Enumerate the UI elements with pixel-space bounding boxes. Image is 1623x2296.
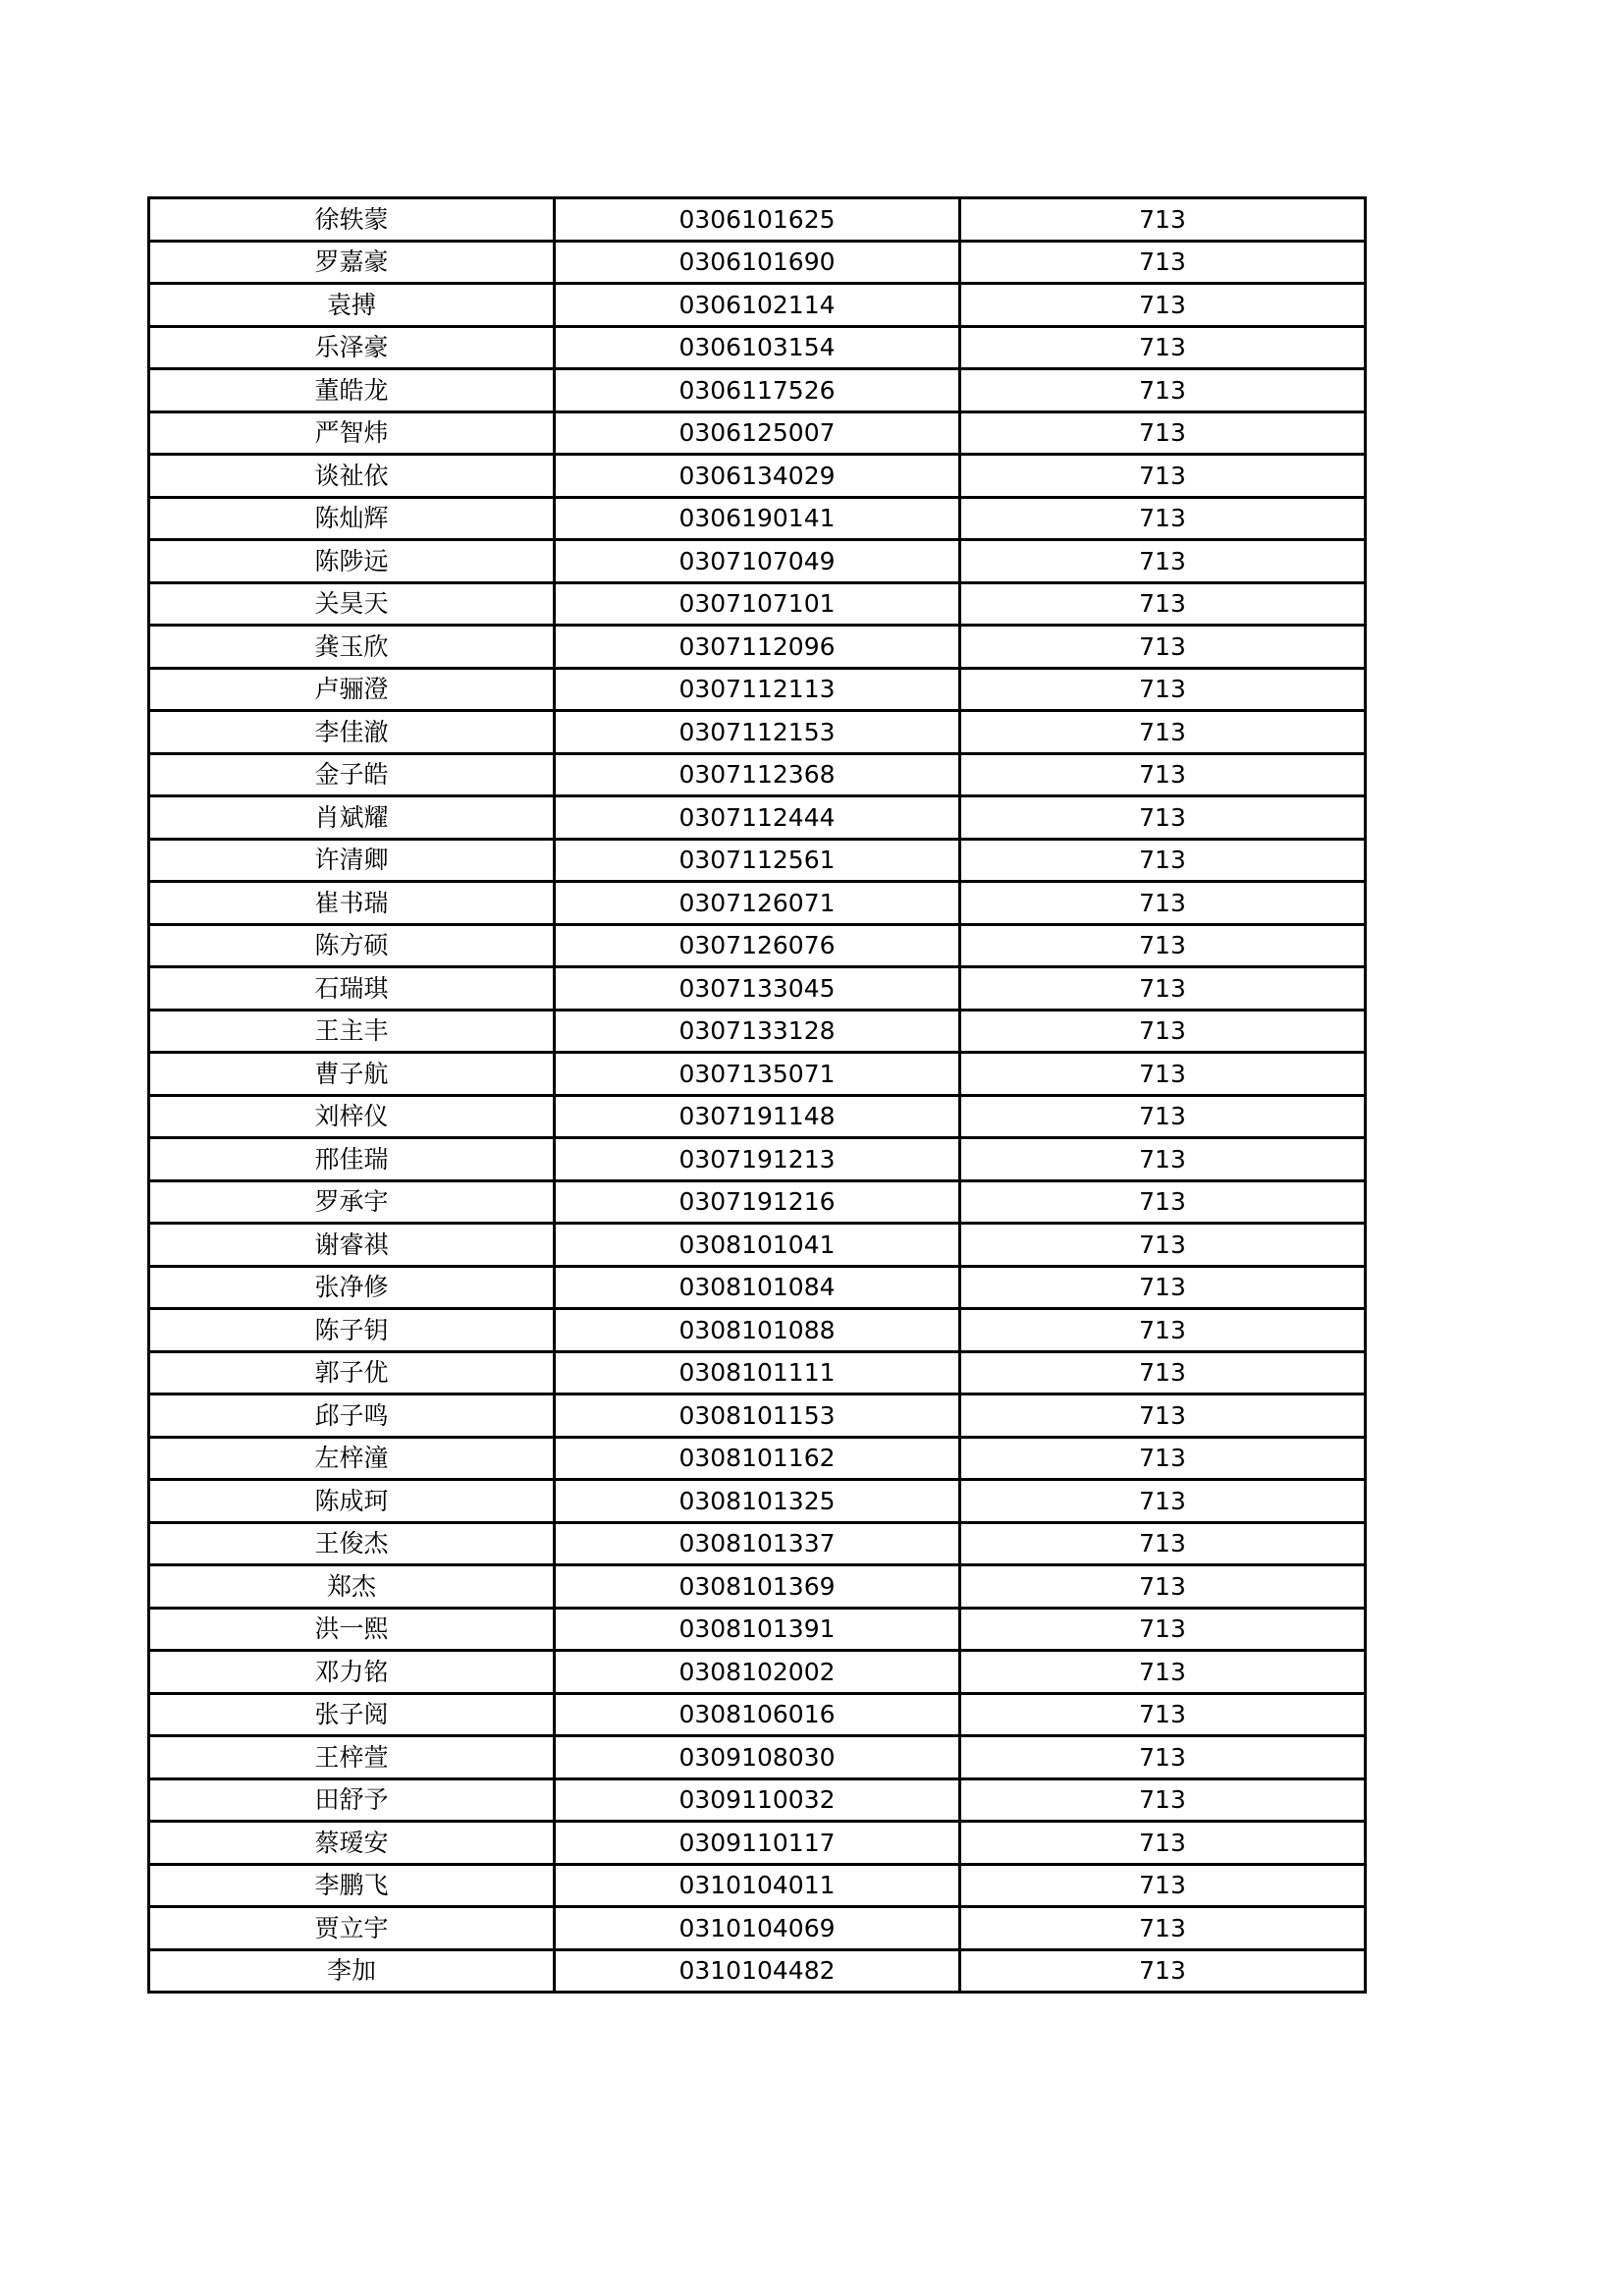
table-row xyxy=(149,241,1366,284)
table-row xyxy=(149,1907,1366,1950)
id-cell: 0308101088 xyxy=(555,1309,960,1352)
name-cell: 严智炜 xyxy=(149,411,555,455)
id-cell: 0306117526 xyxy=(555,369,960,412)
table-row xyxy=(149,1778,1366,1822)
score-cell: 713 xyxy=(960,1010,1366,1053)
table-row xyxy=(149,1095,1366,1138)
score-table xyxy=(147,196,1367,1994)
table-row xyxy=(149,668,1366,711)
name-cell: 谢睿祺 xyxy=(149,1224,555,1267)
name-cell: 贾立宇 xyxy=(149,1907,555,1950)
id-cell: 0308101041 xyxy=(555,1224,960,1267)
name-cell: 刘梓仪 xyxy=(149,1095,555,1138)
score-cell: 713 xyxy=(960,753,1366,796)
name-cell: 邢佳瑞 xyxy=(149,1138,555,1181)
score-cell: 713 xyxy=(960,241,1366,284)
id-cell: 0307126071 xyxy=(555,882,960,925)
table-row xyxy=(149,540,1366,583)
name-cell: 王俊杰 xyxy=(149,1522,555,1565)
score-cell: 713 xyxy=(960,1949,1366,1993)
score-cell: 713 xyxy=(960,411,1366,455)
id-cell: 0308101337 xyxy=(555,1522,960,1565)
name-cell: 罗嘉豪 xyxy=(149,241,555,284)
name-cell: 郭子优 xyxy=(149,1351,555,1394)
table-row xyxy=(149,455,1366,498)
score-cell: 713 xyxy=(960,668,1366,711)
id-cell: 0307112561 xyxy=(555,839,960,882)
name-cell: 陈灿辉 xyxy=(149,497,555,540)
name-cell: 洪一熙 xyxy=(149,1608,555,1651)
score-cell: 713 xyxy=(960,1351,1366,1394)
name-cell: 关昊天 xyxy=(149,582,555,626)
table-row xyxy=(149,411,1366,455)
score-cell: 713 xyxy=(960,1608,1366,1651)
id-cell: 0307135071 xyxy=(555,1053,960,1096)
name-cell: 罗承宇 xyxy=(149,1180,555,1224)
score-cell: 713 xyxy=(960,711,1366,754)
score-cell: 713 xyxy=(960,455,1366,498)
name-cell: 张子阅 xyxy=(149,1693,555,1736)
id-cell: 0306101690 xyxy=(555,241,960,284)
id-cell: 0308101391 xyxy=(555,1608,960,1651)
score-cell: 713 xyxy=(960,882,1366,925)
table-row xyxy=(149,1394,1366,1438)
table-row xyxy=(149,198,1366,242)
name-cell: 袁搏 xyxy=(149,284,555,327)
score-cell: 713 xyxy=(960,1736,1366,1779)
name-cell: 谈祉依 xyxy=(149,455,555,498)
name-cell: 李加 xyxy=(149,1949,555,1993)
name-cell: 张净修 xyxy=(149,1266,555,1309)
id-cell: 0307133045 xyxy=(555,967,960,1011)
table-row xyxy=(149,967,1366,1011)
name-cell: 田舒予 xyxy=(149,1778,555,1822)
score-cell: 713 xyxy=(960,497,1366,540)
score-cell: 713 xyxy=(960,326,1366,369)
id-cell: 0307112096 xyxy=(555,626,960,669)
name-cell: 董皓龙 xyxy=(149,369,555,412)
id-cell: 0308101325 xyxy=(555,1480,960,1523)
name-cell: 李鹏飞 xyxy=(149,1864,555,1907)
id-cell: 0306101625 xyxy=(555,198,960,242)
score-table-body xyxy=(149,198,1366,1993)
id-cell: 0307107101 xyxy=(555,582,960,626)
score-cell: 713 xyxy=(960,967,1366,1011)
table-row xyxy=(149,796,1366,840)
id-cell: 0306125007 xyxy=(555,411,960,455)
score-cell: 713 xyxy=(960,1095,1366,1138)
table-row xyxy=(149,1053,1366,1096)
id-cell: 0307191213 xyxy=(555,1138,960,1181)
id-cell: 0307191216 xyxy=(555,1180,960,1224)
table-row xyxy=(149,1138,1366,1181)
name-cell: 曹子航 xyxy=(149,1053,555,1096)
name-cell: 卢骊澄 xyxy=(149,668,555,711)
table-row xyxy=(149,1822,1366,1865)
score-cell: 713 xyxy=(960,1864,1366,1907)
score-cell: 713 xyxy=(960,1565,1366,1609)
name-cell: 左梓潼 xyxy=(149,1437,555,1480)
table-row xyxy=(149,711,1366,754)
table-row xyxy=(149,1180,1366,1224)
score-cell: 713 xyxy=(960,796,1366,840)
id-cell: 0307112153 xyxy=(555,711,960,754)
table-row xyxy=(149,1608,1366,1651)
table-row xyxy=(149,1480,1366,1523)
name-cell: 石瑞琪 xyxy=(149,967,555,1011)
name-cell: 许清卿 xyxy=(149,839,555,882)
score-cell: 713 xyxy=(960,1266,1366,1309)
id-cell: 0310104069 xyxy=(555,1907,960,1950)
id-cell: 0307112368 xyxy=(555,753,960,796)
id-cell: 0306103154 xyxy=(555,326,960,369)
name-cell: 崔书瑞 xyxy=(149,882,555,925)
table-row xyxy=(149,1266,1366,1309)
id-cell: 0308101111 xyxy=(555,1351,960,1394)
table-row xyxy=(149,1651,1366,1694)
score-cell: 713 xyxy=(960,1778,1366,1822)
table-row xyxy=(149,839,1366,882)
table-row xyxy=(149,284,1366,327)
name-cell: 郑杰 xyxy=(149,1565,555,1609)
score-cell: 713 xyxy=(960,1309,1366,1352)
name-cell: 陈成珂 xyxy=(149,1480,555,1523)
score-cell: 713 xyxy=(960,1522,1366,1565)
table-row xyxy=(149,1565,1366,1609)
table-row xyxy=(149,1949,1366,1993)
name-cell: 金子皓 xyxy=(149,753,555,796)
score-cell: 713 xyxy=(960,1180,1366,1224)
id-cell: 0308101162 xyxy=(555,1437,960,1480)
table-row xyxy=(149,1693,1366,1736)
id-cell: 0306102114 xyxy=(555,284,960,327)
id-cell: 0307112113 xyxy=(555,668,960,711)
id-cell: 0308101084 xyxy=(555,1266,960,1309)
id-cell: 0308102002 xyxy=(555,1651,960,1694)
score-cell: 713 xyxy=(960,839,1366,882)
table-row xyxy=(149,1864,1366,1907)
name-cell: 徐轶蒙 xyxy=(149,198,555,242)
name-cell: 邱子鸣 xyxy=(149,1394,555,1438)
score-cell: 713 xyxy=(960,198,1366,242)
name-cell: 陈子钥 xyxy=(149,1309,555,1352)
score-cell: 713 xyxy=(960,1394,1366,1438)
id-cell: 0306134029 xyxy=(555,455,960,498)
name-cell: 王梓萱 xyxy=(149,1736,555,1779)
table-row xyxy=(149,882,1366,925)
score-cell: 713 xyxy=(960,582,1366,626)
score-cell: 713 xyxy=(960,1480,1366,1523)
id-cell: 0310104011 xyxy=(555,1864,960,1907)
name-cell: 陈陟远 xyxy=(149,540,555,583)
name-cell: 陈方硕 xyxy=(149,924,555,967)
name-cell: 王主丰 xyxy=(149,1010,555,1053)
id-cell: 0309108030 xyxy=(555,1736,960,1779)
score-cell: 713 xyxy=(960,1224,1366,1267)
table-row xyxy=(149,326,1366,369)
id-cell: 0308101153 xyxy=(555,1394,960,1438)
score-cell: 713 xyxy=(960,284,1366,327)
score-cell: 713 xyxy=(960,1651,1366,1694)
id-cell: 0308106016 xyxy=(555,1693,960,1736)
table-row xyxy=(149,1010,1366,1053)
score-cell: 713 xyxy=(960,369,1366,412)
id-cell: 0307126076 xyxy=(555,924,960,967)
table-row xyxy=(149,497,1366,540)
table-row xyxy=(149,924,1366,967)
id-cell: 0309110117 xyxy=(555,1822,960,1865)
table-row xyxy=(149,753,1366,796)
table-row xyxy=(149,1351,1366,1394)
table-row xyxy=(149,369,1366,412)
name-cell: 邓力铭 xyxy=(149,1651,555,1694)
id-cell: 0308101369 xyxy=(555,1565,960,1609)
score-cell: 713 xyxy=(960,1138,1366,1181)
score-cell: 713 xyxy=(960,626,1366,669)
score-cell: 713 xyxy=(960,1693,1366,1736)
table-row xyxy=(149,1736,1366,1779)
score-cell: 713 xyxy=(960,1053,1366,1096)
score-cell: 713 xyxy=(960,924,1366,967)
name-cell: 龚玉欣 xyxy=(149,626,555,669)
table-row xyxy=(149,1522,1366,1565)
id-cell: 0306190141 xyxy=(555,497,960,540)
table-row xyxy=(149,1437,1366,1480)
score-cell: 713 xyxy=(960,1907,1366,1950)
id-cell: 0310104482 xyxy=(555,1949,960,1993)
name-cell: 乐泽豪 xyxy=(149,326,555,369)
name-cell: 蔡瑷安 xyxy=(149,1822,555,1865)
table-row xyxy=(149,1309,1366,1352)
table-row xyxy=(149,626,1366,669)
score-cell: 713 xyxy=(960,540,1366,583)
table-row xyxy=(149,582,1366,626)
score-cell: 713 xyxy=(960,1822,1366,1865)
score-cell: 713 xyxy=(960,1437,1366,1480)
id-cell: 0307112444 xyxy=(555,796,960,840)
id-cell: 0307133128 xyxy=(555,1010,960,1053)
name-cell: 李佳澈 xyxy=(149,711,555,754)
id-cell: 0309110032 xyxy=(555,1778,960,1822)
name-cell: 肖斌耀 xyxy=(149,796,555,840)
id-cell: 0307107049 xyxy=(555,540,960,583)
table-row xyxy=(149,1224,1366,1267)
id-cell: 0307191148 xyxy=(555,1095,960,1138)
